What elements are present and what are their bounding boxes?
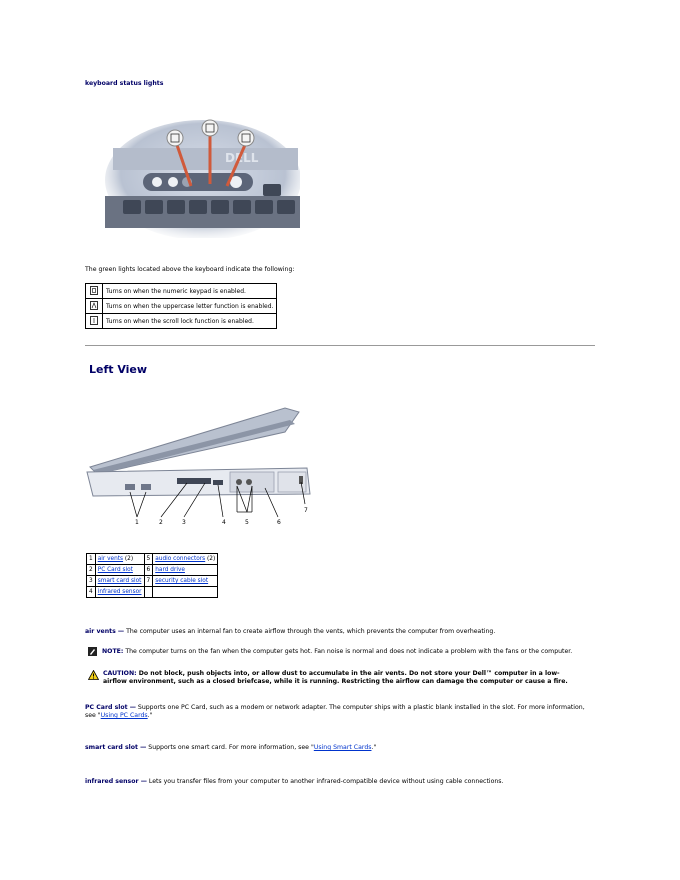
caution-paragraph <box>103 670 583 686</box>
air-vents-text: The computer uses an internal fan to create airflow through the vents, which prevents the computer from overheating. <box>126 628 496 635</box>
part-number: 3 <box>87 576 96 587</box>
callout-label: 4 <box>222 519 226 526</box>
svg-text:DELL: DELL <box>225 151 259 165</box>
callout-label: 3 <box>182 519 186 526</box>
infrared-text: Lets you transfer files from your computer to another infrared-compatible device without using cable connections. <box>148 778 504 785</box>
callout-label: 2 <box>159 519 163 526</box>
smart-card-slot-link[interactable]: smart card slot <box>97 578 142 584</box>
part-number: 5 <box>144 554 153 565</box>
table-row <box>86 299 277 314</box>
part-number: 2 <box>87 565 96 576</box>
section-divider <box>85 345 595 346</box>
callout-label: 7 <box>304 507 308 514</box>
table-row <box>87 576 218 587</box>
left-view-title: Left View <box>89 363 148 376</box>
part-count: (2) <box>207 556 216 562</box>
part-cell <box>95 587 144 598</box>
part-cell <box>95 576 144 587</box>
caution-text: Do not block, push objects into, or allow dust to accumulate in the air vents. Do not store your Dell™ computer in a low-airflow environment, such as a closed briefcase, while it is running. Restricting the airflow can damage the computer or cause a fire. <box>103 670 568 685</box>
table-row <box>86 314 277 329</box>
callout-label: 6 <box>277 519 281 526</box>
table-row <box>87 554 218 565</box>
smart-card-paragraph <box>85 744 605 752</box>
part-cell <box>153 554 218 565</box>
part-number: 1 <box>87 554 96 565</box>
using-pc-cards-link[interactable]: Using PC Cards <box>100 712 148 719</box>
left-view-parts-table <box>86 553 218 598</box>
left-view-illustration <box>85 402 315 530</box>
callout-label: 1 <box>135 519 139 526</box>
table-row <box>87 587 218 598</box>
pc-card-term: PC Card slot — <box>85 704 136 711</box>
scrolllock-icon <box>86 314 103 329</box>
numlock-icon <box>86 284 103 299</box>
callout-label: 5 <box>245 519 249 526</box>
smart-card-after: ." <box>371 744 377 751</box>
smart-card-term: smart card slot — <box>85 744 147 751</box>
using-smart-cards-link[interactable]: Using Smart Cards <box>313 744 372 751</box>
pc-card-after: ." <box>147 712 153 719</box>
pc-card-slot-link[interactable]: PC Card slot <box>97 567 133 573</box>
air-vents-link[interactable]: air vents <box>97 556 124 562</box>
status-lights-table <box>85 283 277 329</box>
keyboard-illustration <box>105 118 300 238</box>
air-vents-paragraph <box>85 628 605 636</box>
infrared-term: infrared sensor — <box>85 778 147 785</box>
status-row-text: Turns on when the numeric keypad is enabled. <box>103 284 277 299</box>
note-label: NOTE: <box>102 648 124 655</box>
smart-card-text: Supports one smart card. For more information, see " <box>148 744 314 751</box>
status-row-text: Turns on when the scroll lock function is enabled. <box>103 314 277 329</box>
part-cell <box>95 554 144 565</box>
note-icon <box>88 647 97 656</box>
infrared-paragraph <box>85 778 605 786</box>
part-number: 7 <box>144 576 153 587</box>
note-text: The computer turns on the fan when the computer gets hot. Fan noise is normal and does not indicate a problem with the fans or the computer. <box>125 648 573 655</box>
keyboard-status-heading: keyboard status lights <box>85 80 164 87</box>
part-cell <box>153 576 218 587</box>
table-row <box>87 565 218 576</box>
caution-icon <box>88 670 99 680</box>
part-number <box>144 587 153 598</box>
pc-card-text: Supports one PC Card, such as a modem or network adapter. The computer ships with a plastic blank installed in the slot. For more information, see " <box>85 704 585 719</box>
audio-connectors-link[interactable]: audio connectors <box>155 556 206 562</box>
caution-label: CAUTION: <box>103 670 137 677</box>
note-paragraph <box>102 648 602 656</box>
part-number: 4 <box>87 587 96 598</box>
part-count: (2) <box>124 556 134 562</box>
security-cable-slot-link[interactable]: security cable slot <box>155 578 209 584</box>
air-vents-term: air vents — <box>85 628 125 635</box>
keyboard-intro-text: The green lights located above the keyboard indicate the following: <box>85 266 295 273</box>
part-number: 6 <box>144 565 153 576</box>
part-cell <box>95 565 144 576</box>
table-row <box>86 284 277 299</box>
hard-drive-link[interactable]: hard drive <box>155 567 185 573</box>
capslock-icon <box>86 299 103 314</box>
infrared-sensor-link[interactable]: infrared sensor <box>97 589 142 595</box>
part-cell <box>153 565 218 576</box>
pc-card-paragraph <box>85 704 585 720</box>
part-cell <box>153 587 218 598</box>
status-row-text: Turns on when the uppercase letter function is enabled. <box>103 299 277 314</box>
